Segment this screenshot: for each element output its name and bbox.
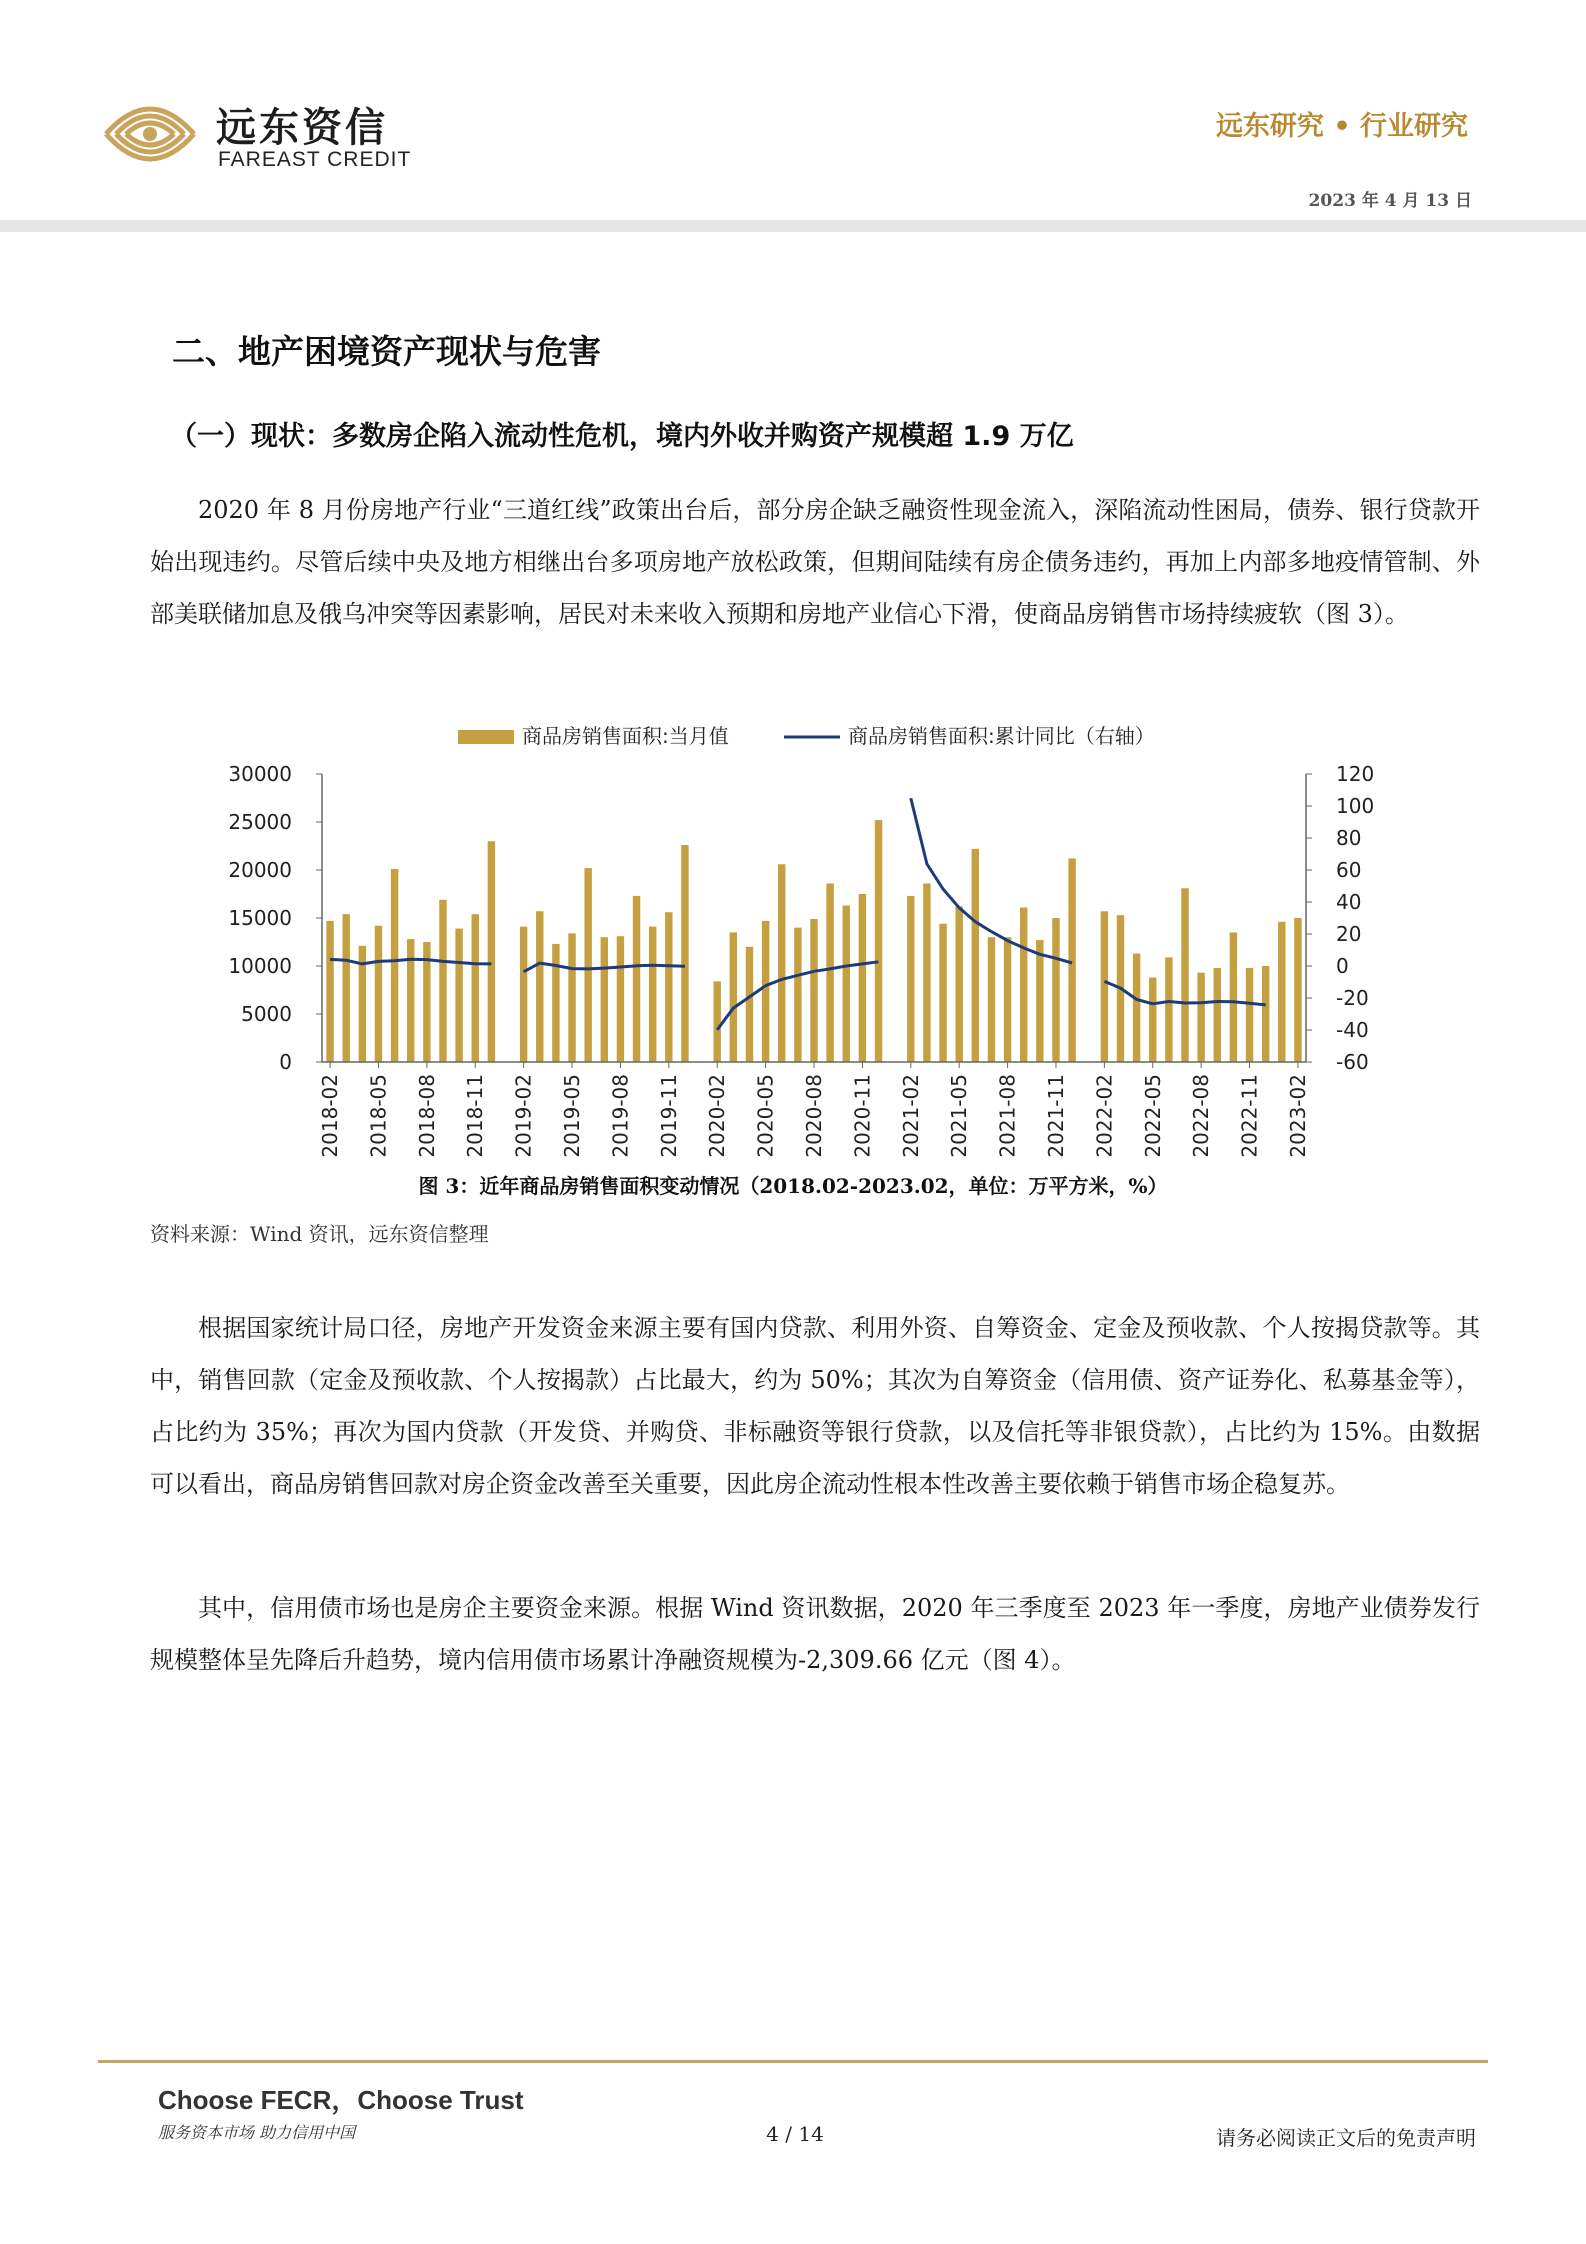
bar-2021-07: [988, 937, 995, 1062]
bar-2023-01: [1278, 922, 1285, 1062]
bar-2018-09: [439, 900, 446, 1062]
legend-bar-label: 商品房销售面积:当月值: [522, 724, 729, 748]
bar-2020-03: [730, 932, 737, 1062]
left-tick-label: 25000: [228, 810, 292, 834]
legend-line-label: 商品房销售面积:累计同比（右轴）: [848, 724, 1155, 748]
right-tick-label: 60: [1336, 858, 1362, 882]
x-tick-label: 2018-05: [366, 1074, 391, 1158]
section-subtitle: （一）现状：多数房企陷入流动性危机，境内外收并购资产规模超 1.9 万亿: [170, 421, 1074, 452]
bar-2018-05: [375, 926, 382, 1062]
footer-slogan: Choose FECR，Choose Trust: [158, 2085, 524, 2115]
left-tick-label: 20000: [228, 858, 292, 882]
bar-2022-08: [1197, 973, 1204, 1062]
bar-2020-11: [859, 894, 866, 1062]
header-divider: [0, 220, 1586, 232]
fareast-logo-icon: [98, 92, 202, 176]
bar-2019-03: [536, 911, 543, 1062]
bar-2018-12: [488, 841, 495, 1062]
x-tick-label: 2023-02: [1285, 1074, 1310, 1158]
x-tick-label: 2022-02: [1092, 1074, 1117, 1158]
footer-subslogan: 服务资本市场 助力信用中国: [158, 2123, 356, 2142]
bar-2018-11: [472, 914, 479, 1062]
bar-2019-10: [649, 927, 656, 1062]
bar-2022-09: [1214, 968, 1221, 1062]
right-tick-label: -60: [1336, 1050, 1369, 1074]
x-tick-label: 2019-11: [656, 1074, 681, 1158]
bar-2020-07: [794, 928, 801, 1062]
bar-2023-02: [1294, 918, 1301, 1062]
bar-2018-10: [455, 929, 462, 1062]
left-tick-label: 30000: [228, 762, 292, 786]
chart-legend: [458, 724, 1155, 748]
figure-source: 资料来源：Wind 资讯，远东资信整理: [150, 1222, 489, 1246]
bar-2022-10: [1230, 932, 1237, 1062]
bar-2022-11: [1246, 968, 1253, 1062]
bar-2018-03: [342, 914, 349, 1062]
bar-2020-06: [778, 864, 785, 1062]
bar-2020-08: [810, 919, 817, 1062]
bar-2019-06: [584, 868, 591, 1062]
bar-2019-08: [617, 936, 624, 1062]
x-tick-label: 2021-02: [898, 1074, 923, 1158]
paragraph-3: 其中，信用债市场也是房企主要资金来源。根据 Wind 资讯数据，2020 年三季度至 2023 年一季度，房地产业债券发行规模整体呈先降后升趋势，境内信用债市场累计净融资规模为-2,309.66 亿元（图 4）。: [150, 1594, 1480, 1674]
right-tick-label: 80: [1336, 826, 1362, 850]
footer-rule: [98, 2060, 1488, 2063]
right-axis-ticks: [1306, 762, 1374, 1074]
right-tick-label: 100: [1336, 794, 1375, 818]
x-tick-label: 2020-11: [850, 1074, 875, 1158]
bar-2019-04: [552, 944, 559, 1062]
x-tick-label: 2021-08: [995, 1074, 1020, 1158]
bar-2021-03: [923, 883, 930, 1062]
bar-2020-04: [746, 947, 753, 1062]
report-date: 2023 年 4 月 13 日: [1308, 191, 1472, 211]
bar-2019-02: [520, 927, 527, 1062]
bar-2021-08: [1004, 937, 1011, 1062]
paragraph-1: 2020 年 8 月份房地产行业“三道红线”政策出台后，部分房企缺乏融资性现金流入，深陷流动性困局，债券、银行贷款开始出现违约。尽管后续中央及地方相继出台多项房地产放松政策，但期间陆续有房企债务违约，再加上内部多地疫情管制、外部美联储加息及俄乌冲突等因素影响，居民对未来收入预期和房地产业信心下滑，使商品房销售市场持续疲软（图 3）。: [150, 496, 1480, 628]
bar-2022-02: [1101, 911, 1108, 1062]
bar-2018-07: [407, 939, 414, 1062]
sales-area-chart: [0, 710, 1586, 1190]
bar-series: [326, 820, 1301, 1062]
bar-2020-10: [843, 906, 850, 1062]
paragraph-2: 根据国家统计局口径，房地产开发资金来源主要有国内贷款、利用外资、自筹资金、定金及预收款、个人按揭贷款等。其中，销售回款（定金及预收款、个人按揭款）占比最大，约为 50%；其次为自筹资金（信用债、资产证券化、私募基金等），占比约为 35%；再次为国内贷款（开发贷、并购贷、非标融资等银行贷款，以及信托等非银贷款），占比约为 15%。由数据可以看出，商品房销售回款对房企资金改善至关重要，因此房企流动性根本性改善主要依赖于销售市场企稳复苏。: [150, 1314, 1480, 1498]
report-category: 远东研究 • 行业研究: [1215, 111, 1468, 142]
left-axis-ticks: [228, 762, 322, 1074]
right-tick-label: 120: [1336, 762, 1375, 786]
bar-2022-04: [1133, 954, 1140, 1062]
x-tick-label: 2018-02: [318, 1074, 343, 1158]
bar-2018-06: [391, 869, 398, 1062]
x-tick-label: 2022-08: [1189, 1074, 1214, 1158]
legend-bar-swatch: [458, 730, 514, 744]
right-tick-label: -20: [1336, 986, 1369, 1010]
bar-2020-05: [762, 921, 769, 1062]
bar-2020-12: [875, 820, 882, 1062]
figure-caption: 图 3：近年商品房销售面积变动情况（2018.02-2023.02，单位：万平方米，%）: [418, 1174, 1168, 1198]
disclaimer-note: 请务必阅读正文后的免责声明: [1216, 2126, 1476, 2150]
x-tick-label: 2019-08: [608, 1074, 633, 1158]
bar-2019-09: [633, 896, 640, 1062]
x-tick-label: 2019-05: [560, 1074, 585, 1158]
x-tick-label: 2018-11: [463, 1074, 488, 1158]
x-tick-label: 2018-08: [414, 1074, 439, 1158]
x-tick-label: 2021-11: [1043, 1074, 1068, 1158]
bar-2019-12: [681, 845, 688, 1062]
x-tick-label: 2022-11: [1237, 1074, 1262, 1158]
bar-2022-05: [1149, 978, 1156, 1062]
right-tick-label: 20: [1336, 922, 1362, 946]
bar-2019-07: [601, 937, 608, 1062]
left-tick-label: 15000: [228, 906, 292, 930]
bar-2022-07: [1181, 888, 1188, 1062]
bar-2021-12: [1068, 858, 1075, 1062]
right-tick-label: 0: [1336, 954, 1349, 978]
bar-2021-05: [955, 906, 962, 1062]
bar-2022-06: [1165, 957, 1172, 1062]
logo-name-en: FAREAST CREDIT: [218, 148, 412, 171]
logo-name-cn: 远东资信: [216, 105, 388, 151]
left-tick-label: 10000: [228, 954, 292, 978]
page-number: 4 / 14: [766, 2122, 824, 2146]
right-tick-label: 40: [1336, 890, 1362, 914]
x-tick-label: 2022-05: [1140, 1074, 1165, 1158]
bar-2021-04: [939, 924, 946, 1062]
bar-2021-09: [1020, 907, 1027, 1062]
bar-2021-10: [1036, 940, 1043, 1062]
right-tick-label: -40: [1336, 1018, 1369, 1042]
bar-2020-02: [714, 981, 721, 1062]
x-axis-ticks: [318, 1062, 1310, 1158]
bar-2022-12: [1262, 966, 1269, 1062]
x-tick-label: 2020-02: [705, 1074, 730, 1158]
bar-2019-11: [665, 912, 672, 1062]
bar-2021-06: [972, 849, 979, 1062]
x-tick-label: 2019-02: [511, 1074, 536, 1158]
bar-2019-05: [568, 933, 575, 1062]
bar-2021-11: [1052, 918, 1059, 1062]
bar-2018-02: [326, 921, 333, 1062]
x-tick-label: 2021-05: [947, 1074, 972, 1158]
bar-2021-02: [907, 896, 914, 1062]
x-tick-label: 2020-05: [753, 1074, 778, 1158]
section-title: 二、地产困境资产现状与危害: [172, 332, 601, 371]
bar-2020-09: [826, 883, 833, 1062]
left-tick-label: 0: [279, 1050, 292, 1074]
x-tick-label: 2020-08: [802, 1074, 826, 1158]
left-tick-label: 5000: [241, 1002, 292, 1026]
